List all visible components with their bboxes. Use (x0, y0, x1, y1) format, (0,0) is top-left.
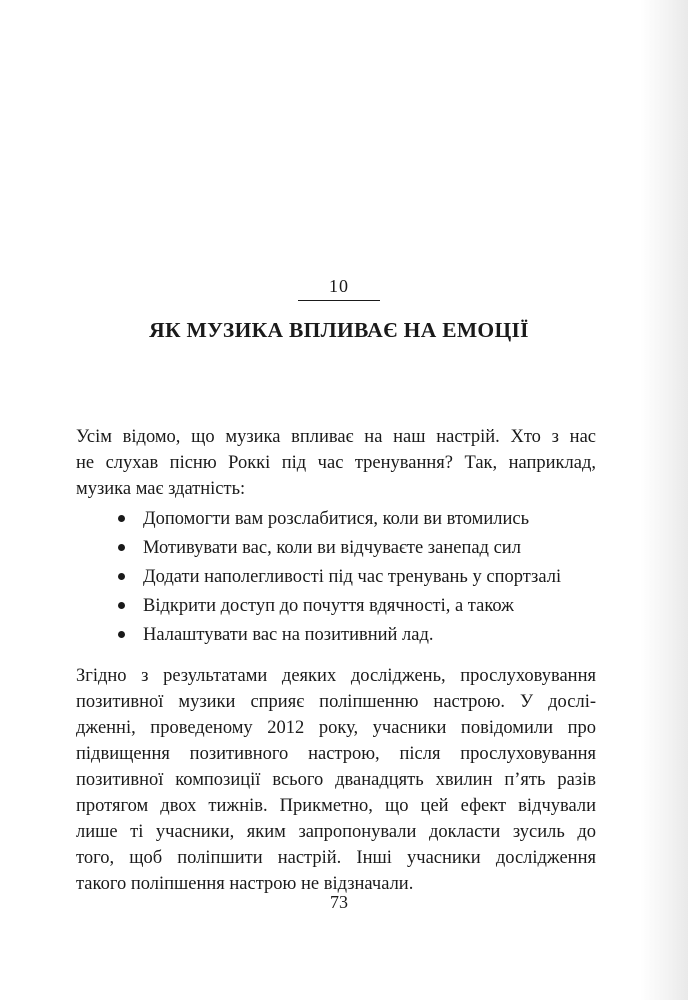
body-line: такого поліпшення настрою не відзначали. (76, 874, 414, 894)
list-item: Додати наполегливості під час тренувань у спортзалі (143, 567, 562, 587)
page-edge-shadow (640, 0, 688, 1000)
list-item: Відкрити доступ до почуття вдячності, а також (143, 596, 514, 616)
bullet-icon (118, 515, 125, 522)
intro-line: музика має здатність: (76, 479, 246, 499)
intro-line: Усім відомо, що музика впливає на наш настрій. Хто з нас (76, 427, 596, 447)
chapter-title: ЯК МУЗИКА ВПЛИВАЄ НА ЕМОЦІЇ (149, 318, 529, 342)
body-line: того, щоб поліпшити настрій. Інші учасники дослідження (76, 848, 596, 868)
page-number: 73 (330, 892, 348, 912)
body-line: позитивної музики сприяє поліпшенню настрою. У дослі- (76, 692, 596, 712)
body-line: дженні, проведеному 2012 року, учасники повідомили про (76, 718, 596, 738)
body-line: позитивної композиції всього дванадцять хвилин п’ять разів (76, 770, 596, 790)
bullet-icon (118, 573, 125, 580)
bullet-icon (118, 602, 125, 609)
body-line: Згідно з результатами деяких досліджень, прослуховування (76, 666, 596, 686)
intro-line: не слухав пісню Роккі під час тренування? Так, наприклад, (76, 453, 596, 473)
chapter-number: 10 (329, 276, 349, 296)
list-item: Допомогти вам розслабитися, коли ви втомились (143, 509, 530, 529)
list-item: Мотивувати вас, коли ви відчуваєте занепад сил (143, 538, 521, 558)
bullet-icon (118, 544, 125, 551)
body-line: лише ті учасники, яким запропонували докласти зусиль до (76, 822, 596, 842)
body-line: протягом двох тижнів. Прикметно, що цей ефект відчували (76, 796, 596, 816)
list-item: Налаштувати вас на позитивний лад. (143, 625, 434, 645)
chapter-divider (298, 300, 380, 301)
body-line: підвищення позитивного настрою, після прослуховування (76, 744, 596, 764)
bullet-icon (118, 631, 125, 638)
